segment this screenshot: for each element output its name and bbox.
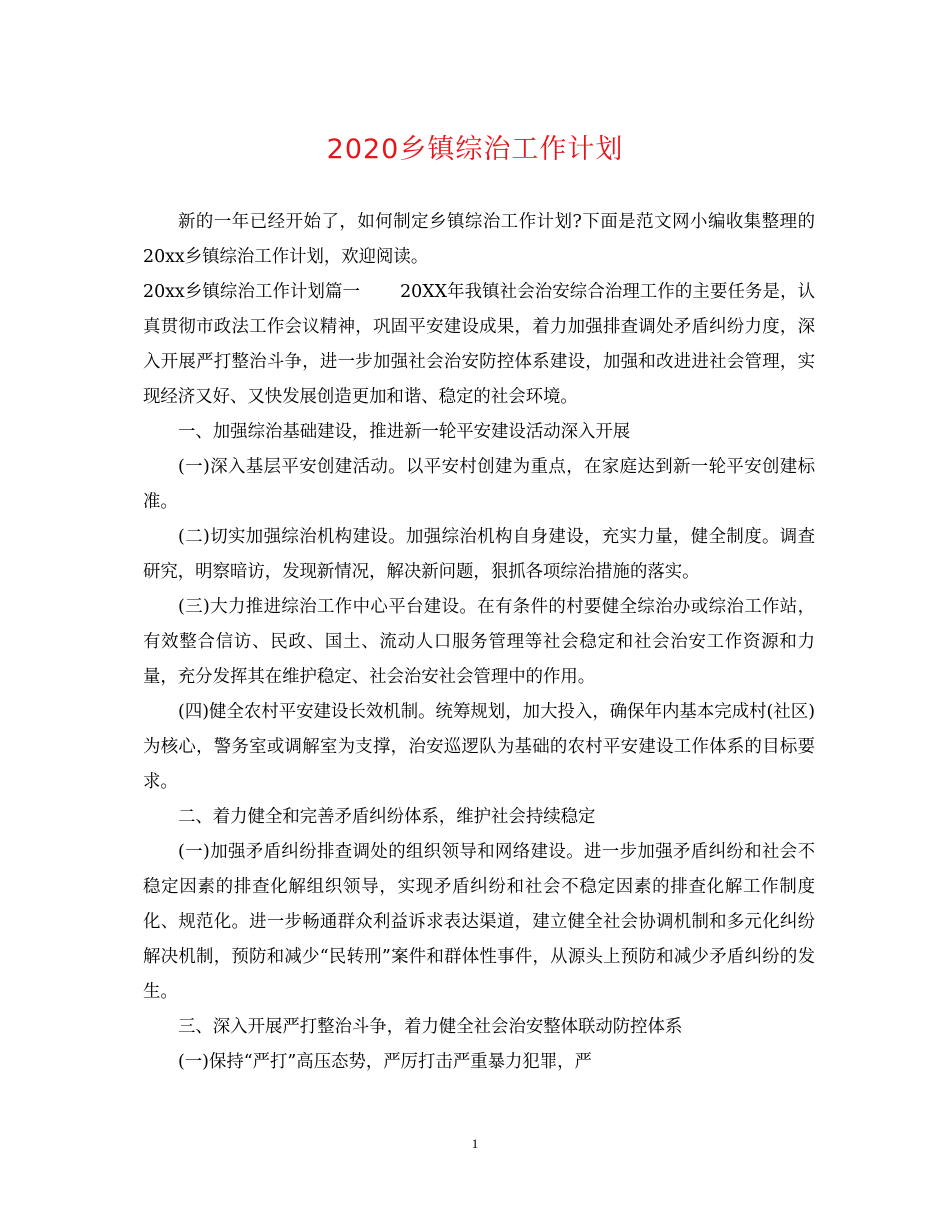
document-title: 2020乡镇综治工作计划 xyxy=(326,134,624,165)
intro-paragraph: 新的一年已经开始了，如何制定乡镇综治工作计划?下面是范文网小编收集整理的20xx乡镇综治工作计划，欢迎阅读。 xyxy=(143,212,815,267)
chapter-paragraph xyxy=(143,275,815,415)
document-body xyxy=(143,205,815,1080)
chapter-label: 20xx乡镇综治工作计划篇一 xyxy=(143,282,361,302)
section-heading: 三、深入开展严打整治斗争，着力健全社会治安整体联动防控体系 xyxy=(178,1017,683,1037)
section-item: (一)深入基层平安创建活动。以平安村创建为重点，在家庭达到新一轮平安创建标准。 xyxy=(143,457,815,512)
section-item: (四)健全农村平安建设长效机制。统筹规划，加大投入，确保年内基本完成村(社区)为核心，警务室或调解室为支撑，治安巡逻队为基础的农村平安建设工作体系的目标要求。 xyxy=(143,702,815,792)
chapter-text: 20XX年我镇社会治安综合治理工作的主要任务是，认真贯彻市政法工作会议精神，巩固平安建设成果，着力加强排查调处矛盾纠纷力度，深入开展严打整治斗争，进一步加强社会治安防控体系建设，加强和改进进社会管理，实现经济又好、又快发展创造更加和谐、稳定的社会环境。 xyxy=(143,282,815,407)
section-item: (三)大力推进综治工作中心平台建设。在有条件的村要健全综治办或综治工作站，有效整合信访、民政、国土、流动人口服务管理等社会稳定和社会治安工作资源和力量，充分发挥其在维护稳定、社会治安社会管理中的作用。 xyxy=(143,597,815,687)
page-number: 1 xyxy=(471,1136,479,1151)
section-item: (一)保持“严打”高压态势，严厉打击严重暴力犯罪，严 xyxy=(178,1052,592,1072)
section-item: (一)加强矛盾纠纷排查调处的组织领导和网络建设。进一步加强矛盾纠纷和社会不稳定因素的排查化解组织领导，实现矛盾纠纷和社会不稳定因素的排查化解工作制度化、规范化。进一步畅通群众利益诉求表达渠道，建立健全社会协调机制和多元化纠纷解决机制，预防和减少“民转刑”案件和群体性事件，从源头上预防和减少矛盾纠纷的发生。 xyxy=(143,842,815,1002)
section-heading: 二、着力健全和完善矛盾纠纷体系，维护社会持续稳定 xyxy=(178,807,596,827)
section-heading: 一、加强综治基础建设，推进新一轮平安建设活动深入开展 xyxy=(178,422,631,442)
section-item: (二)切实加强综治机构建设。加强综治机构自身建设，充实力量，健全制度。调查研究，明察暗访，发现新情况，解决新问题，狠抓各项综治措施的落实。 xyxy=(143,527,815,582)
